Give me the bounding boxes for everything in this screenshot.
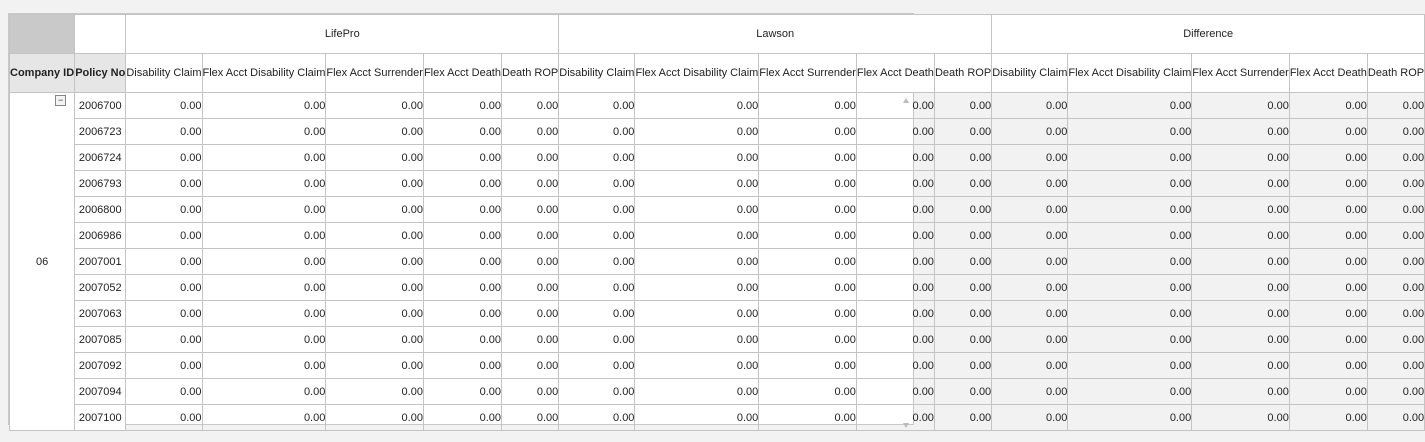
- value-cell[interactable]: 0.00: [1192, 379, 1290, 405]
- value-cell[interactable]: 0.00: [1289, 197, 1367, 223]
- column-header[interactable]: Death ROP: [502, 54, 559, 93]
- value-cell[interactable]: 0.00: [934, 197, 991, 223]
- value-cell[interactable]: 0.00: [202, 301, 326, 327]
- column-header[interactable]: Flex Acct Death: [856, 54, 934, 93]
- value-cell[interactable]: 0.00: [502, 379, 559, 405]
- value-cell[interactable]: 0.00: [326, 405, 424, 431]
- value-cell[interactable]: 0.00: [1367, 327, 1424, 353]
- table-row: [10, 93, 1425, 119]
- value-cell[interactable]: 0.00: [856, 145, 934, 171]
- value-cell[interactable]: 0.00: [992, 119, 1068, 145]
- value-cell[interactable]: 0.00: [502, 353, 559, 379]
- value-cell[interactable]: 0.00: [326, 197, 424, 223]
- value-cell[interactable]: 0.00: [934, 301, 991, 327]
- value-cell[interactable]: 0.00: [635, 275, 759, 301]
- policy-no-cell[interactable]: 2007052: [75, 275, 126, 301]
- value-cell[interactable]: 0.00: [1367, 93, 1424, 119]
- value-cell[interactable]: 0.00: [934, 223, 991, 249]
- value-cell[interactable]: 0.00: [502, 275, 559, 301]
- policy-no-cell[interactable]: 2006724: [75, 145, 126, 171]
- value-cell[interactable]: 0.00: [1289, 249, 1367, 275]
- value-cell[interactable]: 0.00: [934, 353, 991, 379]
- scroll-up-icon[interactable]: [903, 98, 909, 103]
- value-cell[interactable]: 0.00: [1367, 171, 1424, 197]
- value-cell[interactable]: 0.00: [502, 197, 559, 223]
- value-cell[interactable]: 0.00: [502, 223, 559, 249]
- value-cell[interactable]: 0.00: [1367, 223, 1424, 249]
- group-header-difference[interactable]: Difference: [992, 15, 1425, 54]
- value-cell[interactable]: 0.00: [126, 145, 202, 171]
- value-cell[interactable]: 0.00: [423, 93, 501, 119]
- value-cell[interactable]: 0.00: [1289, 93, 1367, 119]
- value-cell[interactable]: 0.00: [992, 405, 1068, 431]
- value-cell[interactable]: 0.00: [423, 223, 501, 249]
- value-cell[interactable]: 0.00: [856, 353, 934, 379]
- value-cell[interactable]: 0.00: [1289, 405, 1367, 431]
- value-cell[interactable]: 0.00: [635, 379, 759, 405]
- value-cell[interactable]: 0.00: [502, 301, 559, 327]
- value-cell[interactable]: 0.00: [326, 171, 424, 197]
- value-cell[interactable]: 0.00: [559, 249, 635, 275]
- value-cell[interactable]: 0.00: [126, 405, 202, 431]
- value-cell[interactable]: 0.00: [326, 249, 424, 275]
- value-cell[interactable]: 0.00: [202, 405, 326, 431]
- table-row: [10, 197, 1425, 223]
- value-cell[interactable]: 0.00: [326, 379, 424, 405]
- policy-no-cell[interactable]: 2006793: [75, 171, 126, 197]
- policy-no-cell[interactable]: 2006723: [75, 119, 126, 145]
- column-header[interactable]: Disability Claim: [992, 54, 1068, 93]
- value-cell[interactable]: 0.00: [1068, 353, 1192, 379]
- group-header-lifepro[interactable]: LifePro: [126, 15, 559, 54]
- value-cell[interactable]: 0.00: [126, 301, 202, 327]
- value-cell[interactable]: 0.00: [1289, 327, 1367, 353]
- policy-no-cell[interactable]: 2007094: [75, 379, 126, 405]
- value-cell[interactable]: 0.00: [934, 327, 991, 353]
- table-row: [10, 171, 1425, 197]
- value-cell[interactable]: 0.00: [1068, 223, 1192, 249]
- value-cell[interactable]: 0.00: [423, 119, 501, 145]
- value-cell[interactable]: 0.00: [423, 301, 501, 327]
- value-cell[interactable]: 0.00: [1068, 145, 1192, 171]
- column-header[interactable]: Flex Acct Disability Claim: [202, 54, 326, 93]
- value-cell[interactable]: 0.00: [502, 145, 559, 171]
- policy-no-cell[interactable]: 2006700: [75, 93, 126, 119]
- value-cell[interactable]: 0.00: [326, 301, 424, 327]
- group-header-lawson[interactable]: Lawson: [559, 15, 992, 54]
- value-cell[interactable]: 0.00: [1367, 301, 1424, 327]
- value-cell[interactable]: 0.00: [934, 145, 991, 171]
- value-cell[interactable]: 0.00: [1068, 379, 1192, 405]
- value-cell[interactable]: 0.00: [202, 119, 326, 145]
- value-cell[interactable]: 0.00: [635, 301, 759, 327]
- value-cell[interactable]: 0.00: [1192, 197, 1290, 223]
- value-cell[interactable]: 0.00: [559, 301, 635, 327]
- company-id-cell: [10, 93, 75, 431]
- value-cell[interactable]: 0.00: [1289, 171, 1367, 197]
- value-cell[interactable]: 0.00: [559, 379, 635, 405]
- value-cell[interactable]: 0.00: [992, 275, 1068, 301]
- value-cell[interactable]: 0.00: [202, 145, 326, 171]
- value-cell[interactable]: 0.00: [1289, 301, 1367, 327]
- value-cell[interactable]: 0.00: [126, 197, 202, 223]
- value-cell[interactable]: 0.00: [1289, 379, 1367, 405]
- value-cell[interactable]: 0.00: [202, 223, 326, 249]
- value-cell[interactable]: 0.00: [759, 275, 857, 301]
- value-cell[interactable]: 0.00: [202, 93, 326, 119]
- policy-no-cell[interactable]: 2007092: [75, 353, 126, 379]
- value-cell[interactable]: 0.00: [635, 119, 759, 145]
- value-cell[interactable]: 0.00: [856, 171, 934, 197]
- value-cell[interactable]: 0.00: [934, 405, 991, 431]
- value-cell[interactable]: 0.00: [326, 327, 424, 353]
- column-header[interactable]: Disability Claim: [559, 54, 635, 93]
- value-cell[interactable]: 0.00: [559, 353, 635, 379]
- value-cell[interactable]: 0.00: [423, 405, 501, 431]
- value-cell[interactable]: 0.00: [992, 93, 1068, 119]
- table-row: [10, 119, 1425, 145]
- value-cell[interactable]: 0.00: [635, 249, 759, 275]
- value-cell[interactable]: 0.00: [1289, 145, 1367, 171]
- policy-no-cell[interactable]: 2006800: [75, 197, 126, 223]
- column-header[interactable]: Flex Acct Disability Claim: [635, 54, 759, 93]
- value-cell[interactable]: 0.00: [635, 223, 759, 249]
- value-cell[interactable]: 0.00: [1192, 275, 1290, 301]
- value-cell[interactable]: 0.00: [759, 93, 857, 119]
- column-header[interactable]: Death ROP: [1367, 54, 1424, 93]
- value-cell[interactable]: 0.00: [423, 379, 501, 405]
- value-cell[interactable]: 0.00: [126, 275, 202, 301]
- value-cell[interactable]: 0.00: [1367, 145, 1424, 171]
- value-cell[interactable]: 0.00: [1192, 405, 1290, 431]
- policy-no-cell[interactable]: 2007085: [75, 327, 126, 353]
- value-cell[interactable]: 0.00: [126, 249, 202, 275]
- value-cell[interactable]: 0.00: [635, 171, 759, 197]
- scroll-down-icon[interactable]: [903, 423, 909, 428]
- value-cell[interactable]: 0.00: [1192, 93, 1290, 119]
- value-cell[interactable]: 0.00: [934, 93, 991, 119]
- value-cell[interactable]: 0.00: [126, 93, 202, 119]
- value-cell[interactable]: 0.00: [423, 249, 501, 275]
- table-row: [10, 223, 1425, 249]
- value-cell[interactable]: 0.00: [423, 275, 501, 301]
- value-cell[interactable]: 0.00: [992, 353, 1068, 379]
- value-cell[interactable]: 0.00: [635, 353, 759, 379]
- value-cell[interactable]: 0.00: [759, 353, 857, 379]
- value-cell[interactable]: 0.00: [1192, 249, 1290, 275]
- value-cell[interactable]: 0.00: [1367, 119, 1424, 145]
- value-cell[interactable]: 0.00: [635, 405, 759, 431]
- value-cell[interactable]: 0.00: [559, 119, 635, 145]
- value-cell[interactable]: 0.00: [759, 249, 857, 275]
- table-row: [10, 145, 1425, 171]
- value-cell[interactable]: 0.00: [635, 145, 759, 171]
- value-cell[interactable]: 0.00: [1367, 353, 1424, 379]
- value-cell[interactable]: 0.00: [856, 275, 934, 301]
- value-cell[interactable]: 0.00: [423, 327, 501, 353]
- value-cell[interactable]: 0.00: [1068, 119, 1192, 145]
- corner-cell-2: [75, 15, 126, 54]
- value-cell[interactable]: 0.00: [759, 405, 857, 431]
- value-cell[interactable]: 0.00: [1289, 275, 1367, 301]
- column-header[interactable]: Flex Acct Surrender: [326, 54, 424, 93]
- value-cell[interactable]: 0.00: [759, 197, 857, 223]
- value-cell[interactable]: 0.00: [1192, 145, 1290, 171]
- value-cell[interactable]: 0.00: [1068, 405, 1192, 431]
- value-cell[interactable]: 0.00: [856, 379, 934, 405]
- value-cell[interactable]: 0.00: [992, 197, 1068, 223]
- value-cell[interactable]: 0.00: [559, 275, 635, 301]
- policy-no-cell[interactable]: 2006986: [75, 223, 126, 249]
- company-id-header[interactable]: Company ID: [10, 54, 75, 93]
- value-cell[interactable]: 0.00: [992, 301, 1068, 327]
- value-cell[interactable]: 0.00: [202, 197, 326, 223]
- value-cell[interactable]: 0.00: [202, 379, 326, 405]
- value-cell[interactable]: 0.00: [1192, 223, 1290, 249]
- value-cell[interactable]: 0.00: [759, 379, 857, 405]
- value-cell[interactable]: 0.00: [502, 249, 559, 275]
- value-cell[interactable]: 0.00: [126, 327, 202, 353]
- column-header[interactable]: Disability Claim: [126, 54, 202, 93]
- value-cell[interactable]: 0.00: [856, 93, 934, 119]
- value-cell[interactable]: 0.00: [1068, 301, 1192, 327]
- value-cell[interactable]: 0.00: [635, 93, 759, 119]
- column-header[interactable]: Flex Acct Surrender: [759, 54, 857, 93]
- value-cell[interactable]: 0.00: [502, 119, 559, 145]
- value-cell[interactable]: 0.00: [1367, 275, 1424, 301]
- value-cell[interactable]: 0.00: [326, 353, 424, 379]
- value-cell[interactable]: 0.00: [502, 93, 559, 119]
- value-cell[interactable]: 0.00: [934, 275, 991, 301]
- value-cell[interactable]: 0.00: [856, 405, 934, 431]
- value-cell[interactable]: 0.00: [992, 223, 1068, 249]
- value-cell[interactable]: 0.00: [759, 327, 857, 353]
- value-cell[interactable]: 0.00: [126, 223, 202, 249]
- pivot-table: [9, 14, 1425, 431]
- value-cell[interactable]: 0.00: [423, 197, 501, 223]
- value-cell[interactable]: 0.00: [559, 405, 635, 431]
- value-cell[interactable]: 0.00: [934, 119, 991, 145]
- value-cell[interactable]: 0.00: [126, 171, 202, 197]
- value-cell[interactable]: 0.00: [559, 145, 635, 171]
- value-cell[interactable]: 0.00: [1068, 197, 1192, 223]
- value-cell[interactable]: 0.00: [992, 171, 1068, 197]
- column-header[interactable]: Flex Acct Disability Claim: [1068, 54, 1192, 93]
- value-cell[interactable]: 0.00: [992, 379, 1068, 405]
- corner-cell: [10, 15, 75, 54]
- value-cell[interactable]: 0.00: [559, 171, 635, 197]
- value-cell[interactable]: 0.00: [759, 171, 857, 197]
- value-cell[interactable]: 0.00: [635, 327, 759, 353]
- value-cell[interactable]: 0.00: [1367, 249, 1424, 275]
- column-header[interactable]: Flex Acct Surrender: [1192, 54, 1290, 93]
- value-cell[interactable]: 0.00: [856, 249, 934, 275]
- policy-no-header[interactable]: Policy No: [75, 54, 126, 93]
- value-cell[interactable]: 0.00: [326, 275, 424, 301]
- value-cell[interactable]: 0.00: [934, 379, 991, 405]
- table-row: [10, 379, 1425, 405]
- value-cell[interactable]: 0.00: [1192, 327, 1290, 353]
- value-cell[interactable]: 0.00: [502, 171, 559, 197]
- column-header[interactable]: Flex Acct Death: [423, 54, 501, 93]
- value-cell[interactable]: 0.00: [759, 223, 857, 249]
- value-cell[interactable]: 0.00: [326, 119, 424, 145]
- value-cell[interactable]: 0.00: [1289, 119, 1367, 145]
- value-cell[interactable]: 0.00: [856, 119, 934, 145]
- value-cell[interactable]: 0.00: [934, 249, 991, 275]
- value-cell[interactable]: 0.00: [856, 327, 934, 353]
- value-cell[interactable]: 0.00: [635, 197, 759, 223]
- value-cell[interactable]: 0.00: [126, 353, 202, 379]
- value-cell[interactable]: 0.00: [326, 223, 424, 249]
- column-header[interactable]: Flex Acct Death: [1289, 54, 1367, 93]
- value-cell[interactable]: 0.00: [1068, 327, 1192, 353]
- value-cell[interactable]: 0.00: [992, 145, 1068, 171]
- value-cell[interactable]: 0.00: [126, 379, 202, 405]
- value-cell[interactable]: 0.00: [856, 301, 934, 327]
- company-id-value: 06: [35, 255, 49, 268]
- column-header[interactable]: Death ROP: [934, 54, 991, 93]
- value-cell[interactable]: 0.00: [1068, 93, 1192, 119]
- value-cell[interactable]: 0.00: [559, 327, 635, 353]
- value-cell[interactable]: 0.00: [1367, 405, 1424, 431]
- value-cell[interactable]: 0.00: [423, 145, 501, 171]
- table-row: [10, 301, 1425, 327]
- value-cell[interactable]: 0.00: [1068, 249, 1192, 275]
- value-cell[interactable]: 0.00: [559, 223, 635, 249]
- value-cell[interactable]: 0.00: [759, 301, 857, 327]
- value-cell[interactable]: 0.00: [1068, 275, 1192, 301]
- value-cell[interactable]: 0.00: [1289, 353, 1367, 379]
- policy-no-cell[interactable]: 2007001: [75, 249, 126, 275]
- value-cell[interactable]: 0.00: [126, 119, 202, 145]
- value-cell[interactable]: 0.00: [202, 275, 326, 301]
- table-row: [10, 353, 1425, 379]
- value-cell[interactable]: 0.00: [759, 145, 857, 171]
- pivot-grid: [8, 13, 1425, 425]
- table-row: [10, 405, 1425, 431]
- value-cell[interactable]: 0.00: [992, 249, 1068, 275]
- value-cell[interactable]: 0.00: [326, 93, 424, 119]
- policy-no-cell[interactable]: 2007100: [75, 405, 126, 431]
- vertical-scrollbar[interactable]: [902, 98, 910, 428]
- value-cell[interactable]: 0.00: [856, 223, 934, 249]
- collapse-icon[interactable]: −: [55, 95, 66, 106]
- value-cell[interactable]: 0.00: [1367, 197, 1424, 223]
- value-cell[interactable]: 0.00: [1192, 353, 1290, 379]
- table-row: [10, 275, 1425, 301]
- table-row: [10, 327, 1425, 353]
- value-cell[interactable]: 0.00: [559, 197, 635, 223]
- value-cell[interactable]: 0.00: [326, 145, 424, 171]
- value-cell[interactable]: 0.00: [934, 171, 991, 197]
- value-cell[interactable]: 0.00: [1192, 171, 1290, 197]
- value-cell[interactable]: 0.00: [202, 353, 326, 379]
- value-cell[interactable]: 0.00: [992, 327, 1068, 353]
- value-cell[interactable]: 0.00: [1192, 119, 1290, 145]
- table-row: [10, 249, 1425, 275]
- value-cell[interactable]: 0.00: [502, 327, 559, 353]
- value-cell[interactable]: 0.00: [202, 171, 326, 197]
- value-cell[interactable]: 0.00: [1367, 379, 1424, 405]
- value-cell[interactable]: 0.00: [202, 327, 326, 353]
- value-cell[interactable]: 0.00: [559, 93, 635, 119]
- value-cell[interactable]: 0.00: [423, 353, 501, 379]
- value-cell[interactable]: 0.00: [856, 197, 934, 223]
- policy-no-cell[interactable]: 2007063: [75, 301, 126, 327]
- value-cell[interactable]: 0.00: [502, 405, 559, 431]
- value-cell[interactable]: 0.00: [202, 249, 326, 275]
- value-cell[interactable]: 0.00: [423, 171, 501, 197]
- value-cell[interactable]: 0.00: [759, 119, 857, 145]
- value-cell[interactable]: 0.00: [1289, 223, 1367, 249]
- value-cell[interactable]: 0.00: [1192, 301, 1290, 327]
- value-cell[interactable]: 0.00: [1068, 171, 1192, 197]
